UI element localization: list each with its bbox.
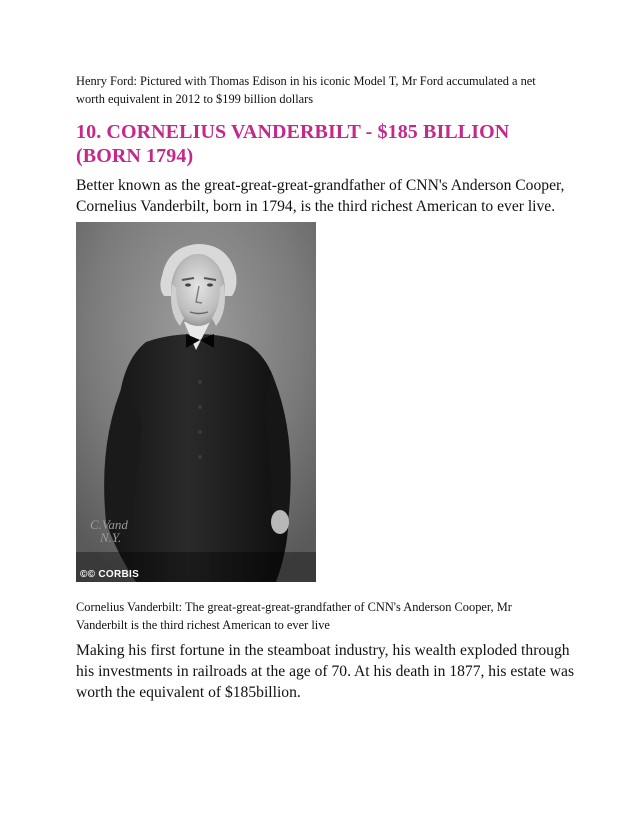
- closing-paragraph: Making his first fortune in the steamboat industry, his wealth exploded through his investments in railroads at the age of 70. At his death in 1877, his estate was worth the equivalent of $185billion.: [76, 642, 575, 701]
- vanderbilt-photo-caption: Cornelius Vanderbilt: The great-great-great-grandfather of CNN's Anderson Cooper, Mr Vanderbilt is the third richest American to ever live: [76, 600, 512, 632]
- section-heading: 10. CORNELIUS VANDERBILT - $185 BILLION (BORN 1794): [76, 121, 510, 167]
- ford-photo-caption: Henry Ford: Pictured with Thomas Edison in his iconic Model T, Mr Ford accumulated a net worth equivalent in 2012 to $199 billion dollars: [76, 74, 536, 106]
- photo-signature: C.Vand N.Y.: [90, 517, 128, 545]
- photo-credit: ©© CORBIS: [80, 569, 140, 580]
- vanderbilt-portrait: [76, 222, 316, 582]
- intro-paragraph: Better known as the great-great-great-grandfather of CNN's Anderson Cooper, Cornelius Vanderbilt, born in 1794, is the third richest American to ever live.: [76, 177, 565, 215]
